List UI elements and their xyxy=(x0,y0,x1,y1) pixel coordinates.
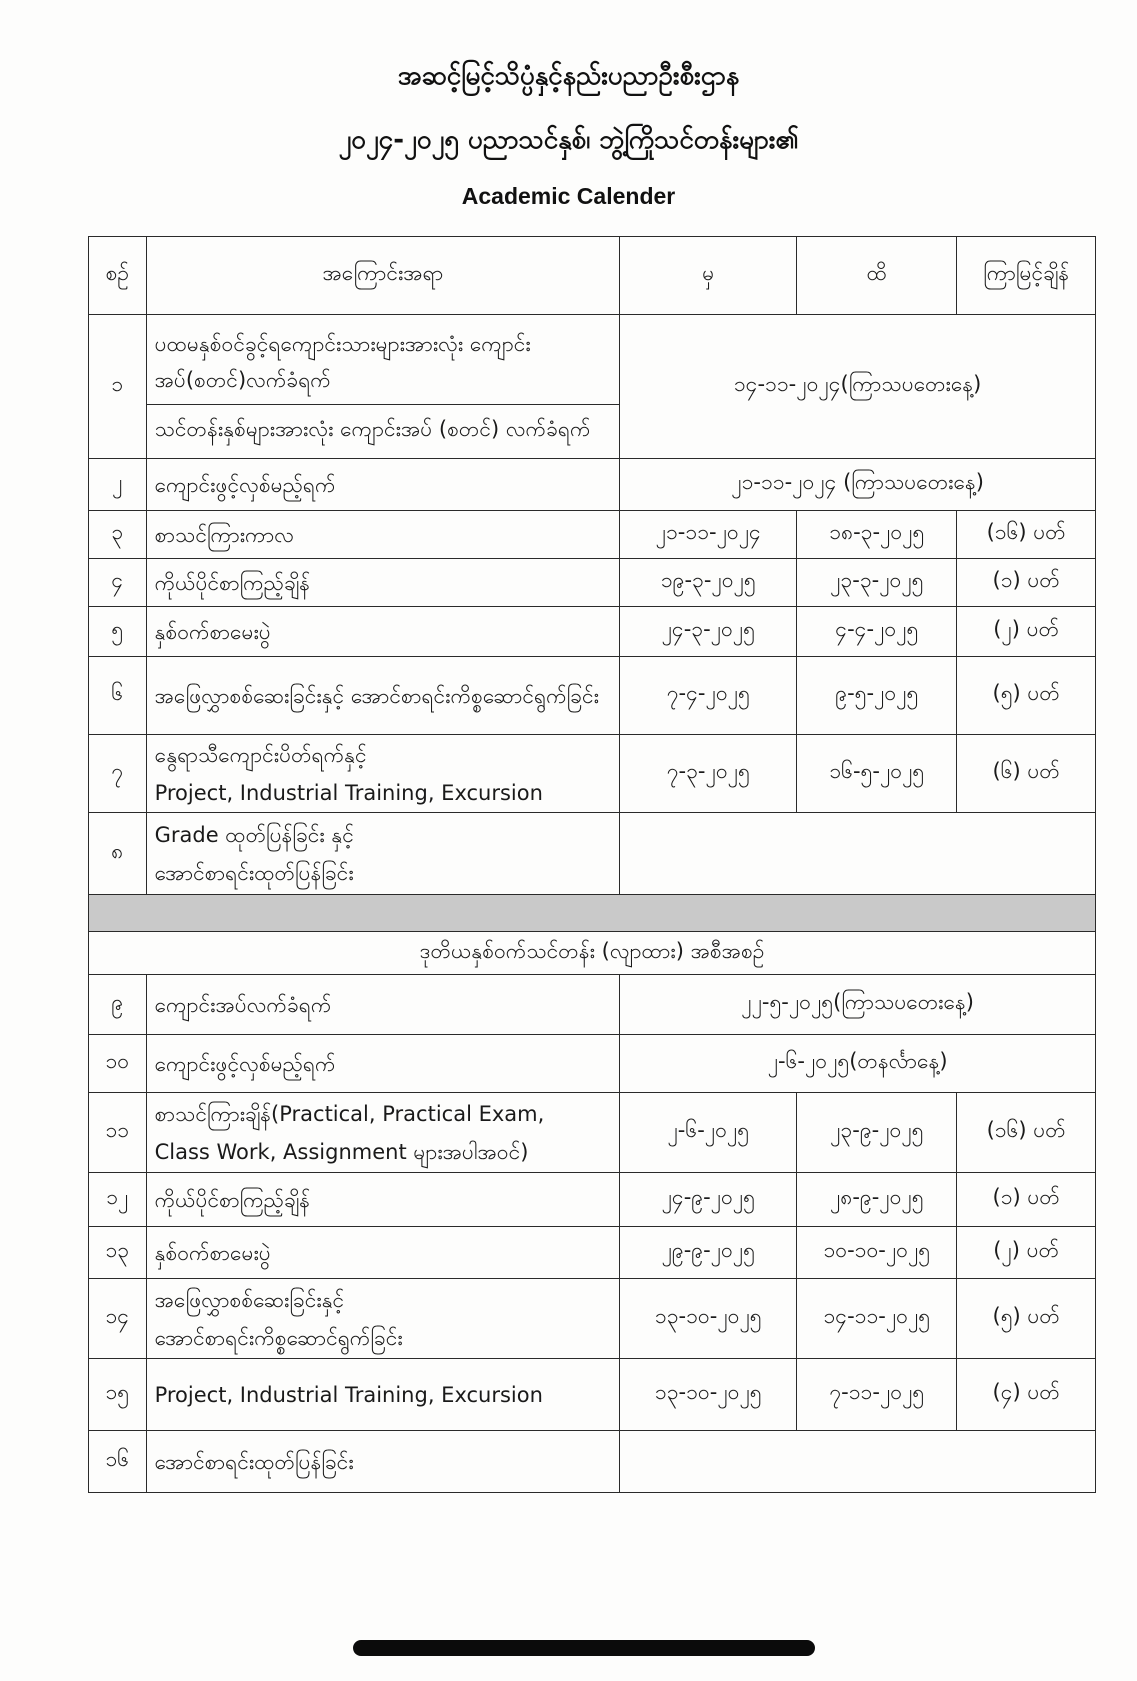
row-duration: (၁) ပတ် xyxy=(957,559,1096,607)
table-row xyxy=(89,315,1096,459)
table-row xyxy=(89,1173,1096,1227)
row-from: ၂၄-၉-၂၀၂၅ xyxy=(620,1173,797,1227)
row-from: ၂-၆-၂၀၂၅ xyxy=(620,1093,797,1173)
row-no: ၃ xyxy=(89,511,147,559)
row-to: ၂၃-၉-၂၀၂၅ xyxy=(797,1093,957,1173)
row-date: ၂၂-၅-၂၀၂၅(ကြာသပတေးနေ့) xyxy=(620,975,1096,1035)
row-from: ၂၉-၉-၂၀၂၅ xyxy=(620,1227,797,1279)
row-subject xyxy=(146,1093,620,1173)
row-no: ၁၃ xyxy=(89,1227,147,1279)
row-subject-part: အောင်စာရင်းကိစ္စဆောင်ရွက်ခြင်း xyxy=(154,1325,403,1350)
separator-row xyxy=(89,895,1096,932)
row-subject: Project, Industrial Training, Excursion xyxy=(146,1359,620,1431)
row-subject-part: Grade ထုတ်ပြန်ခြင်း နှင့် xyxy=(154,822,354,847)
row-from: ၇-၃-၂၀၂၅ xyxy=(620,735,797,813)
row-to: ၁၄-၁၁-၂၀၂၅ xyxy=(797,1279,957,1359)
row-to: ၁၆-၅-၂၀၂၅ xyxy=(797,735,957,813)
header-subject: အကြောင်းအရာ xyxy=(146,237,620,315)
table-row xyxy=(89,975,1096,1035)
row-subject xyxy=(146,1279,620,1359)
row-subject-part: နွေရာသီကျောင်းပိတ်ရက်နှင့် xyxy=(154,742,367,767)
row-to: ၉-၅-၂၀၂၅ xyxy=(797,657,957,735)
row-subject: နှစ်ဝက်စာမေးပွဲ xyxy=(146,1227,620,1279)
row-no: ၈ xyxy=(89,813,147,895)
table-row xyxy=(89,1359,1096,1431)
row-duration: (၁၆) ပတ် xyxy=(957,1093,1096,1173)
table-row xyxy=(89,559,1096,607)
row-to: ၂၃-၃-၂၀၂၅ xyxy=(797,559,957,607)
header-duration: ကြာမြင့်ချိန် xyxy=(957,237,1096,315)
home-indicator-bar[interactable] xyxy=(353,1640,815,1656)
row-subject-part: စာသင်ကြားချိန်(Practical, Practical Exam, xyxy=(154,1101,545,1126)
table-row xyxy=(89,657,1096,735)
row-subject xyxy=(146,813,620,895)
row-no: ၅ xyxy=(89,607,147,657)
row-duration: (၄) ပတ် xyxy=(957,1359,1096,1431)
department-title: အဆင့်မြင့်သိပ္ပံနှင့်နည်းပညာဦးစီးဌာန xyxy=(397,61,740,91)
academic-calendar-table xyxy=(88,236,1096,1493)
row-no: ၁၀ xyxy=(89,1035,147,1093)
row-no: ၁၂ xyxy=(89,1173,147,1227)
row-no: ၁၁ xyxy=(89,1093,147,1173)
row-duration: (၆) ပတ် xyxy=(957,735,1096,813)
row-subject: စာသင်ကြားကာလ xyxy=(146,511,620,559)
row-subject-part: Project, Industrial Training, Excursion xyxy=(154,780,543,805)
gray-separator xyxy=(89,895,1096,932)
table-row xyxy=(89,735,1096,813)
calendar-title: Academic Calender xyxy=(461,183,676,209)
row-duration: (၂) ပတ် xyxy=(957,1227,1096,1279)
row-to: ၁၈-၃-၂၀၂၅ xyxy=(797,511,957,559)
table-row xyxy=(89,1227,1096,1279)
table-header-row xyxy=(89,237,1096,315)
row-from: ၂၁-၁၁-၂၀၂၄ xyxy=(620,511,797,559)
row-subject: ကိုယ်ပိုင်စာကြည့်ချိန် xyxy=(146,559,620,607)
row-duration: (၅) ပတ် xyxy=(957,1279,1096,1359)
section-row xyxy=(89,932,1096,975)
table-row xyxy=(89,1431,1096,1493)
header-to: ထိ xyxy=(797,237,957,315)
row-from: ၂၄-၃-၂၀၂၅ xyxy=(620,607,797,657)
row-subject: အဖြေလွှာစစ်ဆေးခြင်းနှင့် အောင်စာရင်းကိစ္စဆောင်ရွက်ခြင်း xyxy=(146,657,620,735)
row-no: ၁၆ xyxy=(89,1431,147,1493)
row-date: ၂-၆-၂၀၂၅(တနင်္လာနေ့) xyxy=(620,1035,1096,1093)
row-subject-part: အောင်စာရင်းထုတ်ပြန်ခြင်း xyxy=(154,860,354,885)
table-row xyxy=(89,1093,1096,1173)
row-no: ၂ xyxy=(89,459,147,511)
row-subject-part: Class Work, Assignment များအပါအဝင်) xyxy=(154,1139,529,1164)
table-row xyxy=(89,607,1096,657)
row-date: ၂၁-၁၁-၂၀၂၄ (ကြာသပတေးနေ့) xyxy=(620,459,1096,511)
table-row xyxy=(89,459,1096,511)
academic-year-title: ၂၀၂၄-၂၀၂၅ ပညာသင်နှစ်၊ ဘွဲ့ကြိုသင်တန်းများ၏ xyxy=(338,125,799,155)
row-subject xyxy=(146,315,620,459)
row-date-empty xyxy=(620,813,1096,895)
section-title: ဒုတိယနှစ်ဝက်သင်တန်း (လျာထား) အစီအစဉ် xyxy=(89,932,1096,975)
table-row xyxy=(89,1279,1096,1359)
row-subject: ကျောင်းဖွင့်လှစ်မည့်ရက် xyxy=(146,459,620,511)
row-subject-part: ပထမနှစ်ဝင်ခွင့်ရကျောင်းသားများအားလုံး ကျောင်းအပ်(စတင်)လက်ခံရက် xyxy=(147,320,620,405)
row-subject: ကျောင်းဖွင့်လှစ်မည့်ရက် xyxy=(146,1035,620,1093)
row-no: ၁၄ xyxy=(89,1279,147,1359)
row-subject: ကိုယ်ပိုင်စာကြည့်ချိန် xyxy=(146,1173,620,1227)
row-duration: (၅) ပတ် xyxy=(957,657,1096,735)
row-to: ၁၀-၁၀-၂၀၂၅ xyxy=(797,1227,957,1279)
row-subject: အောင်စာရင်းထုတ်ပြန်ခြင်း xyxy=(146,1431,620,1493)
row-from: ၁၃-၁၀-၂၀၂၅ xyxy=(620,1359,797,1431)
row-duration: (၁) ပတ် xyxy=(957,1173,1096,1227)
table-row xyxy=(89,813,1096,895)
row-date: ၁၄-၁၁-၂၀၂၄(ကြာသပတေးနေ့) xyxy=(620,315,1096,459)
row-subject-part: သင်တန်းနှစ်များအားလုံး ကျောင်းအပ် (စတင်) လက်ခံရက် xyxy=(154,417,591,441)
row-no: ၁ xyxy=(89,315,147,459)
row-from: ၁၉-၃-၂၀၂၅ xyxy=(620,559,797,607)
table-row xyxy=(89,511,1096,559)
row-date-empty xyxy=(620,1431,1096,1493)
row-to: ၂၈-၉-၂၀၂၅ xyxy=(797,1173,957,1227)
row-subject: ကျောင်းအပ်လက်ခံရက် xyxy=(146,975,620,1035)
row-duration: (၁၆) ပတ် xyxy=(957,511,1096,559)
table-row xyxy=(89,1035,1096,1093)
header-from: မှ xyxy=(620,237,797,315)
row-duration: (၂) ပတ် xyxy=(957,607,1096,657)
row-from: ၇-၄-၂၀၂၅ xyxy=(620,657,797,735)
row-no: ၄ xyxy=(89,559,147,607)
row-to: ၇-၁၁-၂၀၂၅ xyxy=(797,1359,957,1431)
row-no: ၁၅ xyxy=(89,1359,147,1431)
row-subject xyxy=(146,735,620,813)
row-to: ၄-၄-၂၀၂၅ xyxy=(797,607,957,657)
row-no: ၇ xyxy=(89,735,147,813)
row-subject-part: အဖြေလွှာစစ်ဆေးခြင်းနှင့် xyxy=(154,1287,345,1312)
row-subject: နှစ်ဝက်စာမေးပွဲ xyxy=(146,607,620,657)
row-no: ၉ xyxy=(89,975,147,1035)
row-from: ၁၃-၁၀-၂၀၂၅ xyxy=(620,1279,797,1359)
row-no: ၆ xyxy=(89,657,147,735)
header-no: စဉ် xyxy=(89,237,147,315)
